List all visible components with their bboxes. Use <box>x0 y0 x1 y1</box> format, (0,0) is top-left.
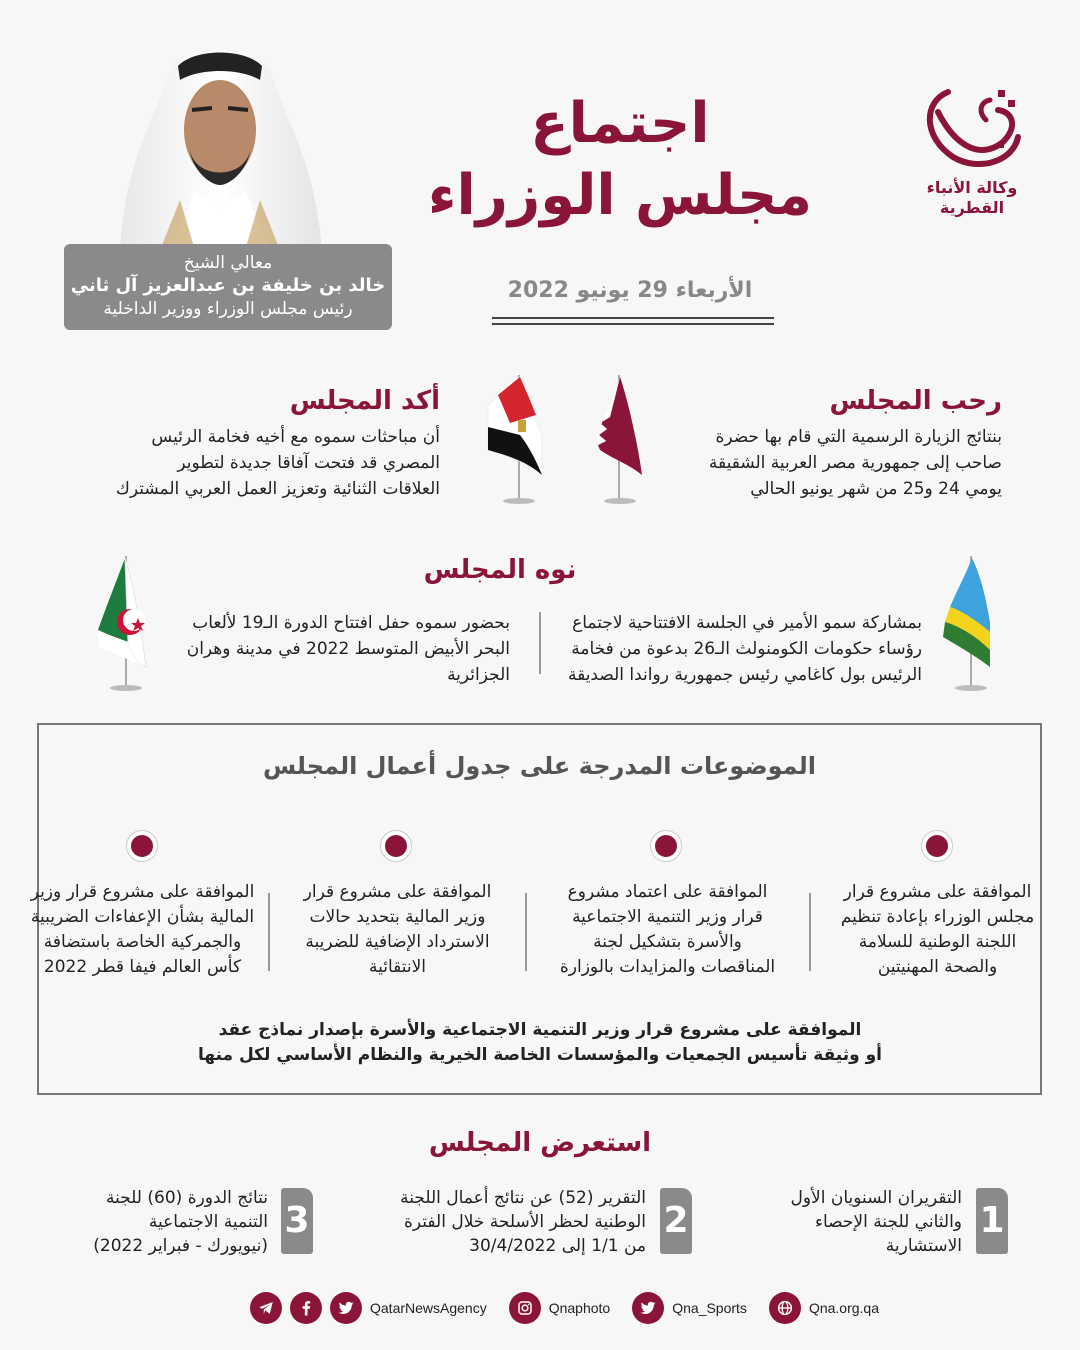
portrait-image <box>100 40 340 250</box>
qna-logo <box>918 82 1038 222</box>
review-item <box>60 1186 268 1258</box>
agenda-divider <box>525 893 527 971</box>
agenda-bullet-icon <box>126 830 158 862</box>
noted-right-line: بمشاركة سمو الأمير في الجلسة الافتتاحية لاجتماع <box>572 613 922 633</box>
page-title <box>400 88 840 232</box>
noted-divider <box>539 612 541 674</box>
twitter-icon[interactable] <box>632 1292 664 1324</box>
instagram-icon[interactable] <box>509 1292 541 1324</box>
account-label[interactable]: Qnaphoto <box>548 1300 611 1316</box>
welcomed-line: بنتائج الزيارة الرسمية التي قام بها حضرة <box>715 427 1002 447</box>
noted-right-text <box>560 610 922 688</box>
agenda-item-line: الموافقة على اعتماد مشروع <box>567 882 768 902</box>
account-label[interactable]: QatarNewsAgency <box>370 1300 487 1316</box>
review-item-line: التقرير (52) عن نتائج أعمال اللجنة <box>400 1188 646 1208</box>
person-honorific: معالي الشيخ <box>183 253 273 273</box>
review-item <box>740 1186 962 1258</box>
review-number-badge: 1 <box>976 1188 1008 1254</box>
review-number-badge: 3 <box>281 1188 313 1254</box>
agenda-item-line: وزير المالية بتحديد حالات <box>309 907 486 927</box>
agenda-item <box>545 880 790 980</box>
date-divider <box>492 323 774 325</box>
review-item-line: التقريران السنويان الأول <box>790 1188 962 1208</box>
welcomed-line: يومي 24 و25 من شهر يونيو الحالي <box>750 479 1002 499</box>
agenda-item-line: المالية بشأن الإعفاءات الضريبية <box>30 907 255 927</box>
agenda-wide-item <box>160 1018 920 1068</box>
review-item-line: من 1/1 إلى 30/4/2022 <box>469 1236 646 1256</box>
agenda-item-line: مجلس الوزراء بإعادة تنظيم <box>840 907 1035 927</box>
account-label[interactable]: Qna.org.qa <box>808 1300 879 1316</box>
welcomed-heading: رحب المجلس <box>829 386 1002 416</box>
agenda-item-line: اللجنة الوطنية للسلامة <box>858 932 1017 952</box>
agenda-item-line: والصحة المهنيتين <box>877 957 998 977</box>
review-item-line: نتائج الدورة (60) للجنة <box>105 1188 268 1208</box>
title-line1: اجتماع <box>530 91 710 156</box>
agenda-wide-line: الموافقة على مشروع قرار وزير التنمية الاجتماعية والأسرة بإصدار نماذج عقد <box>218 1020 862 1040</box>
agenda-bullet-icon <box>650 830 682 862</box>
title-line2: مجلس الوزراء <box>427 163 813 228</box>
review-item-line: والثاني للجنة الإحصاء <box>815 1212 962 1232</box>
agenda-item-line: الاسترداد الإضافية للضريبة <box>305 932 490 952</box>
agenda-item-line: الانتقائية <box>368 957 427 977</box>
agenda-title: الموضوعات المدرجة على جدول أعمال المجلس <box>262 752 817 780</box>
agenda-item-line: المناقصات والمزايدات بالوزارة <box>559 957 776 977</box>
review-item <box>360 1186 646 1258</box>
review-item-line: التنمية الاجتماعية <box>148 1212 268 1232</box>
qatar-flag <box>598 377 642 475</box>
globe-icon[interactable] <box>769 1292 801 1324</box>
noted-right-line: الرئيس بول كاغامي رئيس جمهورية رواندا الصديقة <box>567 665 922 685</box>
affirmed-line: أن مباحثات سموه مع أخيه فخامة الرئيس <box>151 427 440 447</box>
qna-logo-emblem-icon <box>918 82 1028 177</box>
review-heading: استعرض المجلس <box>428 1128 652 1158</box>
affirmed-line: العلاقات الثنائية وتعزيز العمل العربي المشترك <box>115 479 440 499</box>
review-item-line: الوطنية لحظر الأسلحة خلال الفترة <box>404 1212 646 1232</box>
agenda-item <box>815 880 1060 980</box>
agenda-divider <box>268 893 270 971</box>
social-footer <box>250 1290 893 1326</box>
welcomed-line: صاحب إلى جمهورية مصر العربية الشقيقة <box>708 453 1002 473</box>
agenda-item-line: الموافقة على مشروع قرار وزير <box>30 882 255 902</box>
agenda-item <box>275 880 520 980</box>
person-name: خالد بن خليفة بن عبدالعزيز آل ثاني <box>70 275 386 296</box>
account-label[interactable]: Qna_Sports <box>672 1300 747 1316</box>
review-item-line: (نيويورك - فبراير 2022) <box>93 1236 268 1256</box>
noted-right-line: رؤساء حكومات الكومنولث الـ26 بدعوة من فخامة <box>571 639 922 659</box>
twitter-icon[interactable] <box>330 1292 362 1324</box>
agenda-bullet-icon <box>380 830 412 862</box>
agenda-item-line: والأسرة بتشكيل لجنة <box>593 932 742 952</box>
rwanda-flag <box>935 552 1005 697</box>
person-card <box>64 244 392 330</box>
agenda-item-line: الموافقة على مشروع قرار <box>303 882 492 902</box>
noted-left-text <box>160 610 510 688</box>
agenda-item-line: كأس العالم فيفا قطر 2022 <box>43 957 242 977</box>
noted-left-line: البحر الأبيض المتوسط 2022 في مدينة وهران <box>186 639 510 659</box>
noted-heading: نوه المجلس <box>423 555 577 585</box>
agenda-wide-line: أو وثيقة تأسيس الجمعيات والمؤسسات الخاصة الخيرية والنظام الأساسي لكل منها <box>197 1045 883 1065</box>
review-number-badge: 2 <box>660 1188 692 1254</box>
person-position: رئيس مجلس الوزراء ووزير الداخلية <box>103 299 353 319</box>
qatar-egypt-flags <box>470 365 650 510</box>
agenda-item-line: والجمركية الخاصة باستضافة <box>43 932 242 952</box>
affirmed-line: المصري قد فتحت آفاقا جديدة لتطوير <box>177 453 440 473</box>
logo-line2: القطرية <box>939 198 1005 217</box>
agenda-bullet-icon <box>921 830 953 862</box>
welcomed-text <box>650 424 1002 502</box>
meeting-date: الأربعاء 29 يونيو 2022 <box>507 278 753 303</box>
noted-left-line: بحضور سموه حفل افتتاح الدورة الـ19 لألعاب <box>192 613 510 633</box>
affirmed-heading: أكد المجلس <box>289 386 440 416</box>
agenda-divider <box>809 893 811 971</box>
logo-line1: وكالة الأنباء <box>926 178 1018 197</box>
agenda-item <box>20 880 265 980</box>
agenda-item-line: قرار وزير التنمية الاجتماعية <box>572 907 763 927</box>
date-divider <box>492 317 774 319</box>
affirmed-text <box>60 424 440 502</box>
review-item-line: الاستشارية <box>885 1236 962 1256</box>
noted-left-line: الجزائرية <box>447 665 510 685</box>
telegram-icon[interactable] <box>250 1292 282 1324</box>
facebook-icon[interactable] <box>290 1292 322 1324</box>
agenda-item-line: الموافقة على مشروع قرار <box>843 882 1032 902</box>
algeria-flag <box>88 552 158 697</box>
